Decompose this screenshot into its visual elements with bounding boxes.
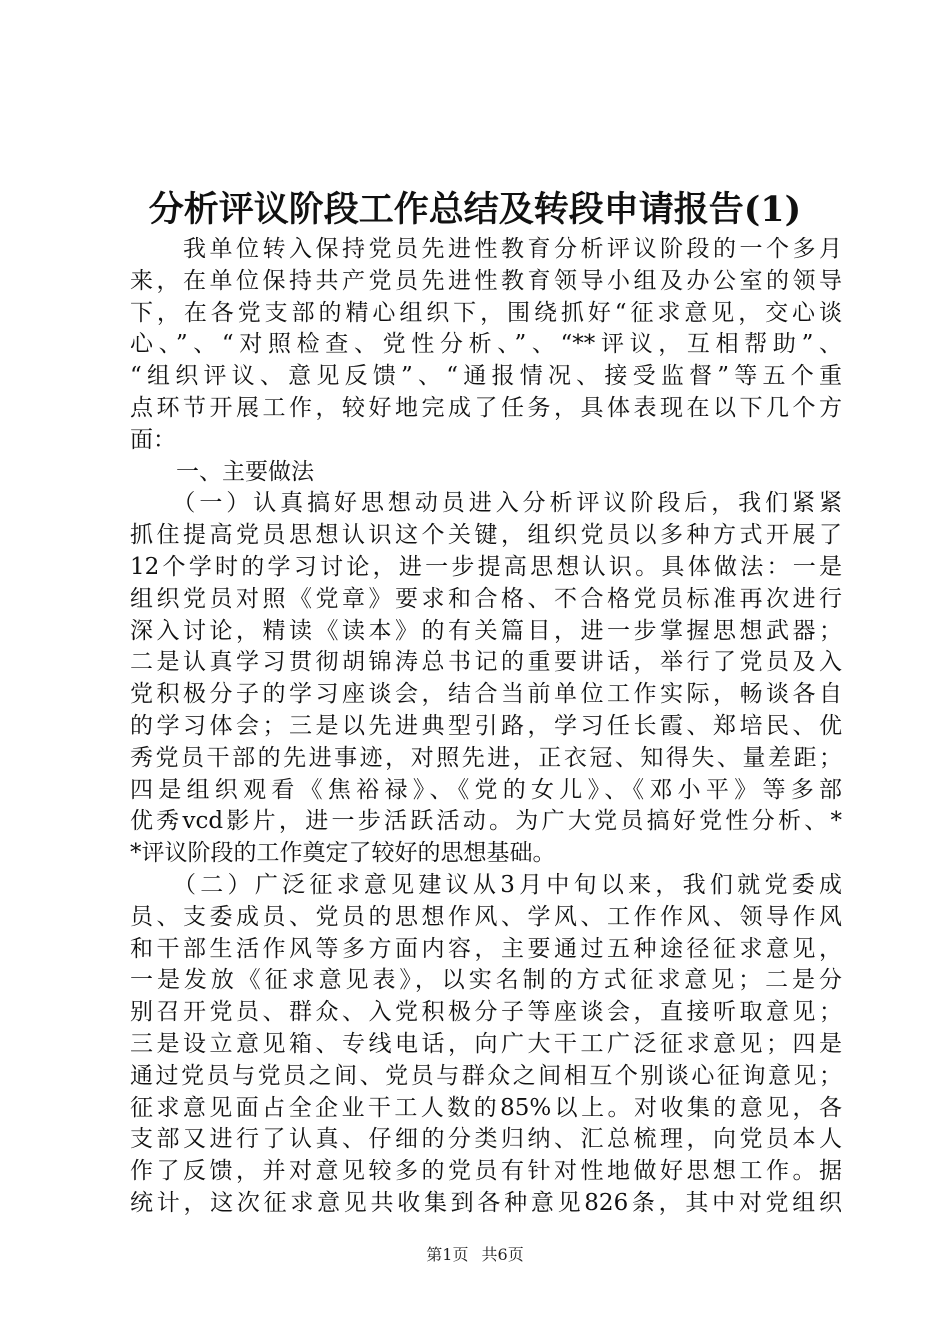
text-line: 一是发放《征求意见表》，以实名制的方式征求意见；二是分	[130, 967, 842, 994]
text-line: 来，在单位保持共产党员先进性教育领导小组及办公室的领导	[130, 267, 842, 294]
text-line: 面：	[130, 426, 176, 453]
text-line: 作了反馈，并对意见较多的党员有针对性地做好思想工作。据	[130, 1158, 842, 1185]
text-line: “组织评议、意见反馈”、“通报情况、接受监督”等五个重	[130, 363, 842, 390]
text-line: 一、主要做法	[130, 458, 314, 485]
text-line: 党积极分子的学习座谈会，结合当前单位工作实际，畅谈各自	[130, 681, 842, 708]
page-number: 第1页	[426, 1245, 469, 1264]
text-line: 别召开党员、群众、入党积极分子等座谈会，直接听取意见；	[130, 999, 842, 1026]
page-total: 共6页	[481, 1245, 524, 1264]
text-line: 优秀vcd影片，进一步活跃活动。为广大党员搞好党性分析、*	[130, 808, 842, 835]
page-footer	[0, 1242, 950, 1265]
text-line: 统计，这次征求意见共收集到各种意见826条，其中对党组织	[130, 1189, 842, 1216]
text-line: 我单位转入保持党员先进性教育分析评议阶段的一个多月	[130, 236, 842, 262]
text-line: 秀党员干部的先进事迹，对照先进，正衣冠、知得失、量差距；	[130, 744, 842, 771]
text-line: 员、支委成员、党员的思想作风、学风、工作作风、领导作风	[130, 903, 842, 930]
text-line: 深入讨论，精读《读本》的有关篇目，进一步掌握思想武器；	[130, 617, 842, 644]
text-line: 征求意见面占全企业干工人数的85%以上。对收集的意见，各	[130, 1094, 842, 1121]
text-line: （二）广泛征求意见建议从3月中旬以来，我们就党委成	[130, 871, 842, 898]
text-line: 二是认真学习贯彻胡锦涛总书记的重要讲话，举行了党员及入	[130, 649, 842, 676]
document-body	[130, 234, 842, 1220]
text-line: 通过党员与党员之间、党员与群众之间相互个别谈心征询意见；	[130, 1062, 842, 1089]
document-title: 分析评议阶段工作总结及转段申请报告(1)	[148, 189, 802, 230]
text-line: 12个学时的学习讨论，进一步提高思想认识。具体做法：一是	[130, 553, 842, 580]
text-line: 抓住提高党员思想认识这个关键，组织党员以多种方式开展了	[130, 522, 842, 549]
text-line: 点环节开展工作，较好地完成了任务，具体表现在以下几个方	[130, 394, 842, 421]
text-line: 和干部生活作风等多方面内容，主要通过五种途径征求意见，	[130, 935, 842, 962]
text-line: *评议阶段的工作奠定了较好的思想基础。	[130, 840, 556, 867]
text-line: 下，在各党支部的精心组织下，围绕抓好“征求意见，交心谈	[130, 299, 842, 326]
text-line: 的学习体会；三是以先进典型引路，学习任长霞、郑培民、优	[130, 712, 842, 739]
text-line: 四是组织观看《焦裕禄》、《党的女儿》、《邓小平》等多部	[130, 776, 842, 803]
text-line: 心、”、“对照检查、党性分析、”、“**评议，互相帮助”、	[130, 331, 842, 358]
text-line: 支部又进行了认真、仔细的分类归纳、汇总梳理，向党员本人	[130, 1126, 842, 1153]
text-line: （一）认真搞好思想动员进入分析评议阶段后，我们紧紧	[130, 490, 842, 517]
text-line: 三是设立意见箱、专线电话，向广大干工广泛征求意见；四是	[130, 1030, 842, 1057]
text-line: 组织党员对照《党章》要求和合格、不合格党员标准再次进行	[130, 585, 842, 612]
